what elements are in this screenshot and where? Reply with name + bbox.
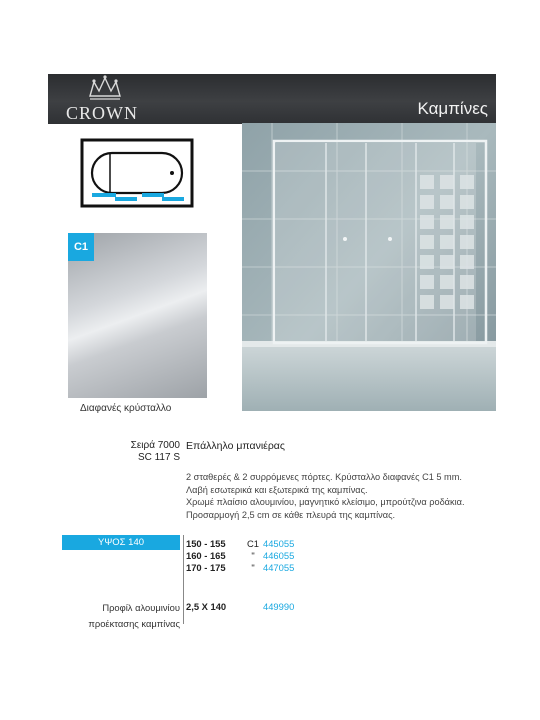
header-bar <box>48 74 496 124</box>
description-line: Προσαρμογή 2,5 cm σε κάθε πλευρά της καμπίνας. <box>186 509 396 520</box>
profile-size: 2,5 X 140 <box>186 601 227 612</box>
product-description <box>186 471 465 521</box>
glass-type: C1 <box>247 538 259 549</box>
profile-label <box>80 600 180 632</box>
page-title: Καμπίνες <box>417 99 488 118</box>
glass-code-badge: C1 <box>68 233 94 261</box>
size-value: 150 - 155 <box>186 538 226 549</box>
bathtub-diagram-icon <box>80 138 194 208</box>
profile-label-line: προέκτασης καμπίνας <box>88 618 180 629</box>
glass-caption: Διαφανές κρύσταλλο <box>80 403 172 414</box>
glass-swatch <box>68 233 207 398</box>
description-line: 2 σταθερές & 2 συρρόμενες πόρτες. Κρύσταλλο διαφανές C1 5 mm. <box>186 472 462 482</box>
profile-label-line: Προφίλ αλουμινίου <box>102 602 180 613</box>
glass-type: " <box>251 562 255 573</box>
size-value: 160 - 165 <box>186 550 226 561</box>
divider <box>183 535 184 624</box>
series-code: SC 117 S <box>137 452 180 463</box>
product-code: 446055 <box>263 550 295 561</box>
brand-name: CROWN <box>66 103 138 123</box>
height-badge: ΥΨΟΣ 140 <box>62 535 180 550</box>
series-label <box>60 440 180 464</box>
description-line: Λαβή εσωτερικά και εξωτερικά της καμπίνας. <box>186 484 368 495</box>
description-line: Χρωμέ πλαίσιο αλουμινίου, μαγνητικό κλείσιμο, μπρούτζινα ροδάκια. <box>186 497 465 507</box>
product-photo <box>242 123 496 411</box>
product-code: 447055 <box>263 562 295 573</box>
product-title: Επάλληλο μπανιέρας <box>186 440 285 452</box>
profile-code: 449990 <box>263 601 295 612</box>
size-value: 170 - 175 <box>186 562 226 573</box>
product-code: 445055 <box>263 538 295 549</box>
glass-type: " <box>251 550 255 561</box>
series-name: Σειρά 7000 <box>130 440 180 451</box>
